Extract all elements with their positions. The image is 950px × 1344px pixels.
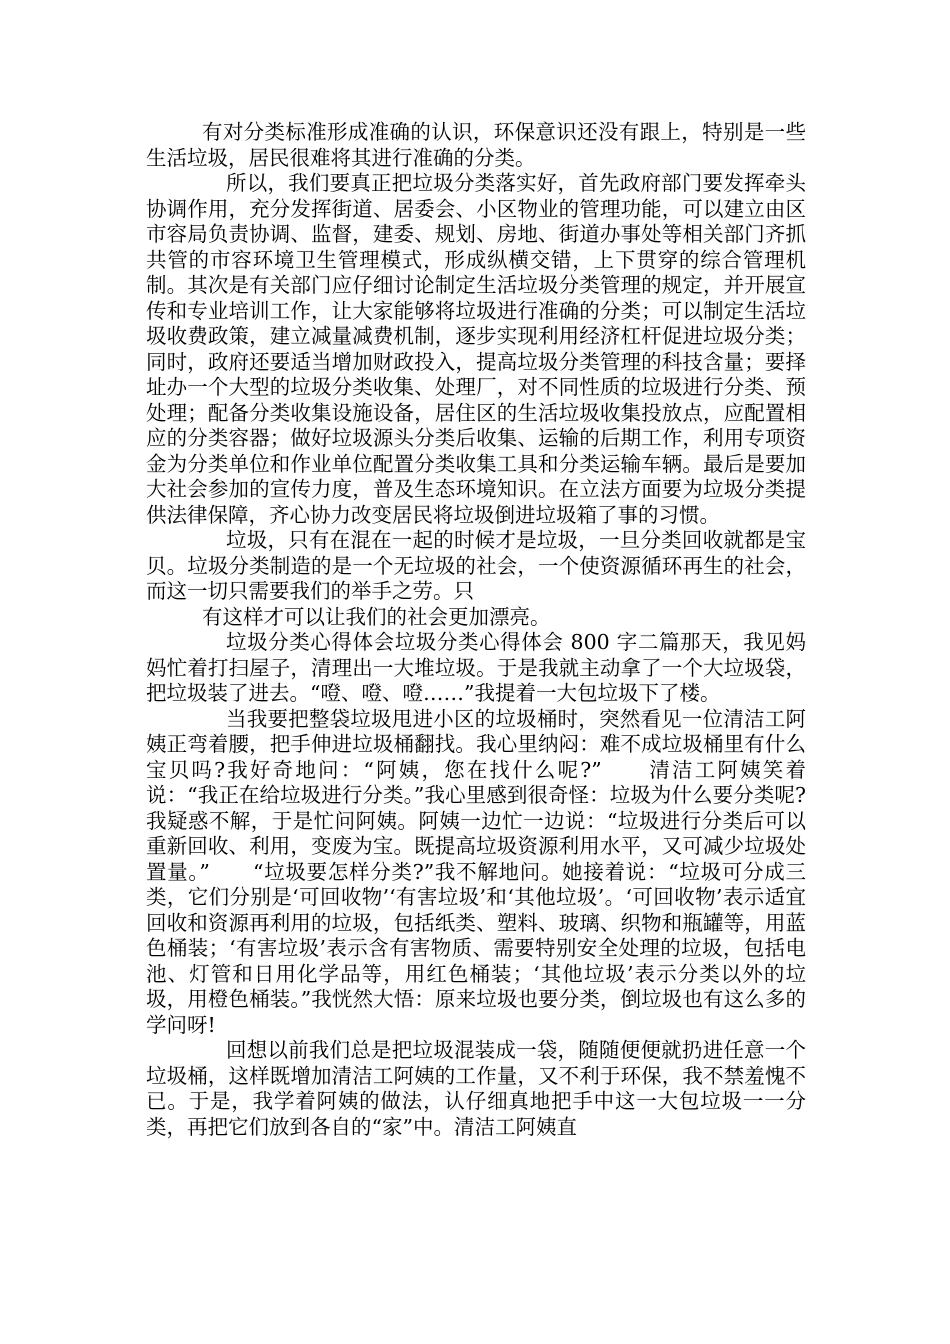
paragraph-garbage-treasure: 垃圾，只有在混在一起的时候才是垃圾，一旦分类回收就都是宝贝。垃圾分类制造的是一个无垃圾的社会，一个使资源循环再生的社会，而这一切只需要我们的举手之劳。只 bbox=[146, 528, 806, 603]
paragraph-government-measures: 所以，我们要真正把垃圾分类落实好，首先政府部门要发挥牵头协调作用，充分发挥街道、居委会、小区物业的管理功能，可以建立由区市容局负责协调、监督，建委、规划、房地、街道办事处等相关部门齐抓共管的市容环境卫生管理模式，形成纵横交错，上下贯穿的综合管理机制。其次是有关部门应仔细讨论制定生活垃圾分类管理的规定，并开展宣传和专业培训工作，让大家能够将垃圾进行准确的分类；可以制定生活垃圾收费政策，建立减量减费机制，逐步实现利用经济杠杆促进垃圾分类；同时，政府还要适当增加财政投入，提高垃圾分类管理的科技含量；要择址办一个大型的垃圾分类收集、处理厂，对不同性质的垃圾进行分类、预处理；配备分类收集设施设备，居住区的生活垃圾收集投放点，应配置相应的分类容器；做好垃圾源头分类后收集、运输的后期工作，利用专项资金为分类单位和作业单位配置分类收集工具和分类运输车辆。最后是要加大社会参加的宣传力度，普及生态环境知识。在立法方面要为垃圾分类提供法律保障，齐心协力改变居民将垃圾倒进垃圾箱了事的习惯。 bbox=[146, 171, 806, 527]
paragraph-cleaner-dialogue: 当我要把整袋垃圾甩进小区的垃圾桶时，突然看见一位清洁工阿姨正弯着腰，把手伸进垃圾桶翻找。我心里纳闷：难不成垃圾桶里有什么宝贝吗?我好奇地问：“阿姨，您在找什么呢?” 清洁工阿姨笑着说：“我正在给垃圾进行分类。”我心里感到很奇怪：垃圾为什么要分类呢?我疑惑不解，于是忙问阿姨。阿姨一边忙一边说：“垃圾进行分类后可以重新回收、利用，变废为宝。既提高垃圾资源利用水平，又可减少垃圾处置量。” “垃圾要怎样分类?”我不解地问。她接着说：“垃圾可分成三类，它们分别是‘可回收物’‘有害垃圾’和‘其他垃圾’。‘可回收物’表示适宜回收和资源再利用的垃圾，包括纸类、塑料、玻璃、织物和瓶罐等，用蓝色桶装；‘有害垃圾’表示含有害物质、需要特别安全处理的垃圾，包括电池、灯管和日用化学品等，用红色桶装；‘其他垃圾’表示分类以外的垃圾，用橙色桶装。”我恍然大悟：原来垃圾也要分类，倒垃圾也有这么多的学问呀! bbox=[146, 706, 806, 1037]
document-body bbox=[146, 120, 806, 1140]
paragraph-beautiful-society: 有这样才可以让我们的社会更加漂亮。 bbox=[202, 604, 551, 629]
paragraph-reflection: 回想以前我们总是把垃圾混装成一袋，随随便便就扔进任意一个垃圾桶，这样既增加清洁工阿姨的工作量，又不利于环保，我不禁羞愧不已。于是，我学着阿姨的做法，认仔细真地把手中这一大包垃圾一一分类，再把它们放到各自的“家”中。清洁工阿姨直 bbox=[146, 1038, 806, 1139]
paragraph-essay-intro: 垃圾分类心得体会垃圾分类心得体会 800 字二篇那天，我见妈妈忙着打扫屋子，清理出一大堆垃圾。于是我就主动拿了一个大垃圾袋，把垃圾装了进去。“噔、噔、噔……”我提着一大包垃圾下了楼。 bbox=[146, 630, 806, 705]
paragraph-classification-awareness: 有对分类标准形成准确的认识，环保意识还没有跟上，特别是一些生活垃圾，居民很难将其进行准确的分类。 bbox=[146, 120, 806, 170]
